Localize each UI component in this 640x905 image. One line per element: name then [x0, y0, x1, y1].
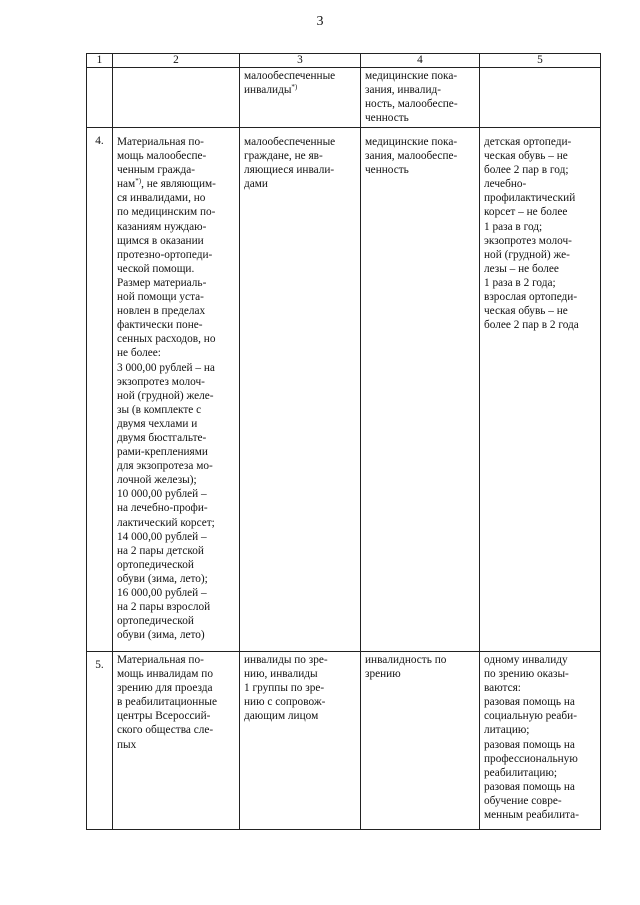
row4-limits — [480, 128, 601, 652]
footnote-mark: *) — [135, 177, 142, 186]
table-row-4 — [87, 128, 601, 652]
row4-limits-text: детская ортопеди- ческая обувь – не более 2 пар в год; лечебно- профилактический корсет – не более 1 раза в год; экзопротез молоч- ной (грудной) же- лезы – не более 1 раза в 2 года; взрослая ортопеди- ческая обувь – не более 2 пар в 2 года — [484, 136, 579, 332]
row5-limits-text: одному инвалиду по зрению оказы- ваются: разовая помощь на социальную реаби- литацию; разовая помощь на профессиональную реабилитацию; разовая помощь на обучение совре- менным реабилита- — [484, 654, 579, 822]
continuation-conditions: медицинские пока- зания, инвалид- ность, малообеспе- ченность — [361, 68, 480, 128]
row5-purpose — [113, 652, 240, 830]
row5-recipients — [240, 652, 361, 830]
header-col-2: 2 — [113, 54, 240, 68]
row4-recipients — [240, 128, 361, 652]
row-number: 4. — [87, 128, 113, 652]
row5-limits — [480, 652, 601, 830]
row5-conditions-text: инвалидность по зрению — [365, 654, 447, 681]
header-row — [87, 54, 601, 68]
continuation-recipients-text: малообеспеченные инвалиды — [244, 70, 336, 97]
header-col-5: 5 — [480, 54, 601, 68]
page-number: 3 — [316, 14, 324, 29]
continuation-recipients — [240, 68, 361, 128]
footnote-mark: *) — [291, 83, 298, 92]
row-number: 5. — [87, 652, 113, 830]
header-col-1: 1 — [87, 54, 113, 68]
table-row-5 — [87, 652, 601, 830]
header-col-3: 3 — [240, 54, 361, 68]
continuation-row — [87, 68, 601, 128]
benefits-table — [86, 53, 601, 830]
continuation-purpose — [113, 68, 240, 128]
continuation-num — [87, 68, 113, 128]
row4-purpose-text-a: Материальная по- мощь малообеспе- ченным гражда- нам — [117, 136, 207, 191]
row4-conditions — [361, 128, 480, 652]
row4-conditions-text: медицинские пока- зания, малообеспе- ченность — [365, 136, 458, 177]
row4-purpose — [113, 128, 240, 652]
row5-conditions — [361, 652, 480, 830]
row4-recipients-text: малообеспеченные граждане, не яв- ляющиеся инвали- дами — [244, 136, 336, 191]
continuation-amount — [480, 68, 601, 128]
row5-purpose-text: Материальная по- мощь инвалидам по зрению для проезда в реабилитационные центры Всероссий- ского общества сле- пых — [117, 654, 217, 751]
header-col-4: 4 — [361, 54, 480, 68]
row4-purpose-text-b: , не являющим- ся инвалидами, но по медицинским по- казаниям нуждаю- щимся в оказании протезно-ортопеди- ческой помощи. Размер материаль- ной помощи уста- новлен в пределах фактически поне- сенных расходов, но не более: 3 000,00 рублей – на экзопротез молоч- ной (грудной) желе- зы (в комплекте с двумя чехлами и двумя бюстгальте- рами-креплениями для экзопротеза мо- лочной железы); 10 000,00 рублей – на лечебно-профи- лактический корсет; 14 000,00 рублей – на 2 пары детской ортопедической обуви (зима, лето); 16 000,00 рублей – на 2 пары взрослой ортопедической обуви (зима, лето) — [117, 178, 216, 642]
row5-recipients-text: инвалиды по зре- нию, инвалиды 1 группы по зре- нию с сопровож- дающим лицом — [244, 654, 328, 723]
